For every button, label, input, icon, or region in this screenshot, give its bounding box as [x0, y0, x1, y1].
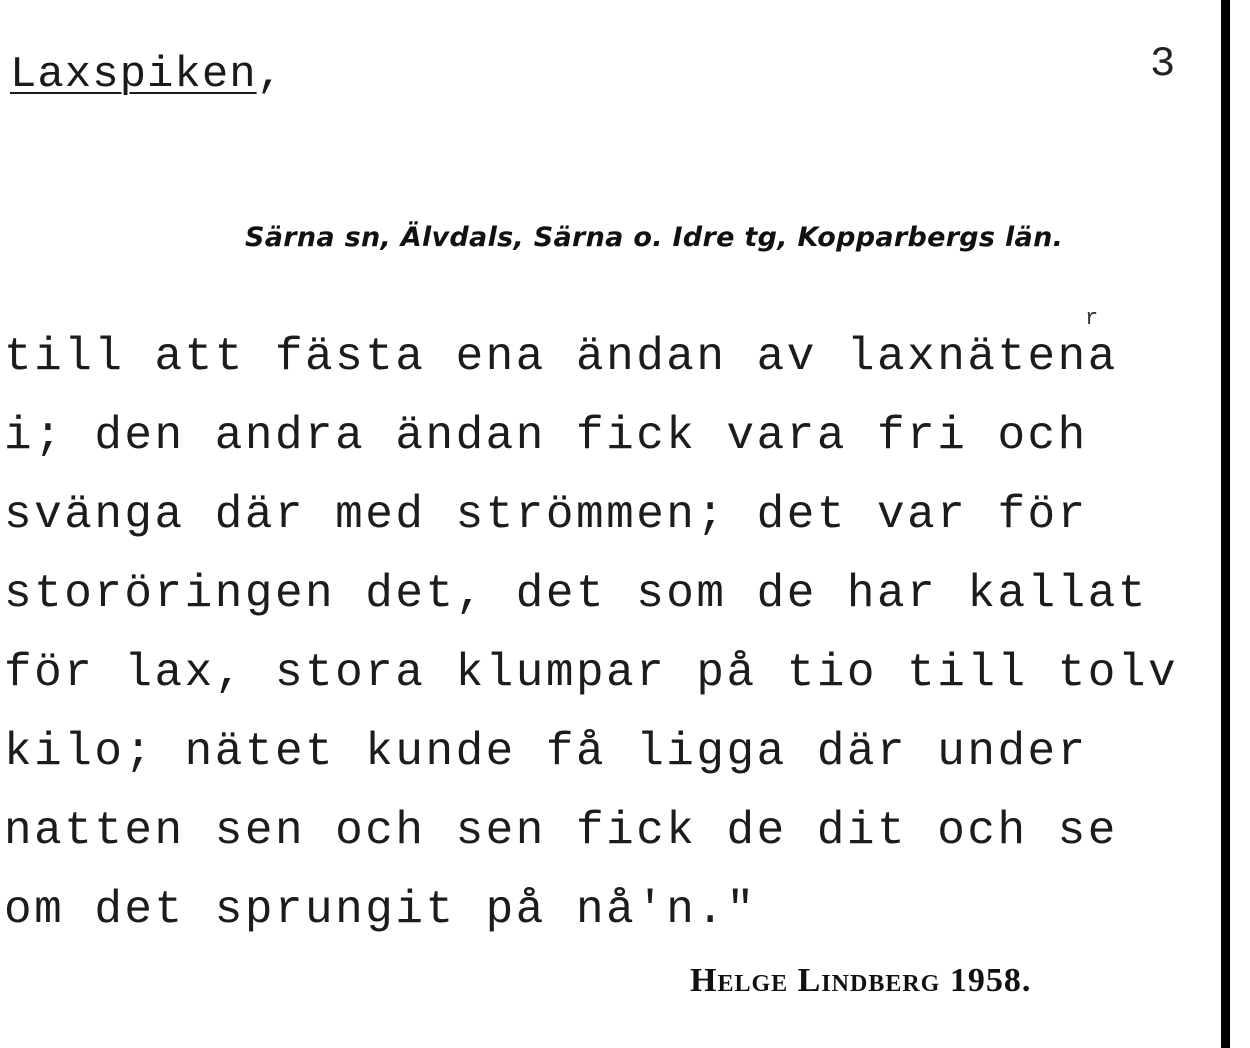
text-line: svänga där med strömmen; det var för [4, 489, 1088, 541]
page-number: 3 [1150, 40, 1176, 88]
handwritten-correction-mark: r [1085, 306, 1099, 331]
heading-punctuation: , [256, 50, 285, 100]
text-line: storöringen det, det som de har kallat [4, 568, 1148, 620]
text-line: natten sen och sen fick de dit och se [4, 805, 1118, 857]
card-heading [10, 50, 284, 100]
text-line: för lax, stora klumpar på tio till tolv [4, 647, 1179, 699]
text-line: kilo; nätet kunde få ligga där under [4, 726, 1088, 778]
location-stamp: Särna sn, Älvdals, Särna o. Idre tg, Kopparbergs län. [245, 222, 1064, 253]
card-edge-border [1221, 0, 1230, 1048]
signature-stamp: Helge Lindberg 1958. [690, 962, 1032, 999]
typed-body-text [4, 318, 1178, 950]
heading-word: Laxspiken [10, 50, 257, 100]
text-line: i; den andra ändan fick vara fri och [4, 410, 1088, 462]
text-line: till att fästa ena ändan av laxnätena [4, 331, 1118, 383]
text-line: om det sprungit på nå'n." [4, 884, 757, 936]
